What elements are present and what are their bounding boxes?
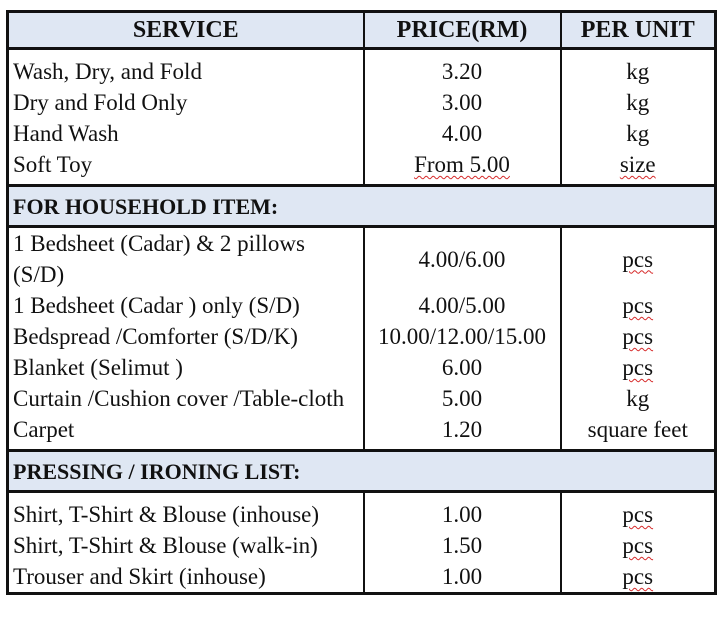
service-cell: Curtain /Cushion cover /Table-cloth [8, 383, 364, 414]
unit-cell [561, 530, 716, 561]
unit-cell [561, 321, 716, 352]
table-row [8, 56, 716, 87]
unit-text: pcs [622, 324, 654, 349]
price-cell: 3.00 [364, 87, 561, 118]
unit-text: pcs [622, 293, 654, 318]
table-row [8, 414, 716, 451]
price-cell: 1.20 [364, 414, 561, 451]
service-cell: Bedspread /Comforter (S/D/K) [8, 321, 364, 352]
table-row [8, 321, 716, 352]
table-row [8, 118, 716, 149]
unit-cell [561, 499, 716, 530]
unit-cell: kg [561, 87, 716, 118]
unit-text: size [619, 152, 656, 177]
table-row [8, 499, 716, 530]
price-cell: 1.50 [364, 530, 561, 561]
price-cell: 3.20 [364, 56, 561, 87]
section-header-pressing [8, 451, 716, 492]
section-title: PRESSING / IRONING LIST: [8, 451, 716, 492]
section-header-household [8, 186, 716, 227]
table-row [8, 352, 716, 383]
table-row [8, 227, 716, 291]
unit-cell: kg [561, 56, 716, 87]
price-cell: 4.00/6.00 [364, 227, 561, 291]
header-row [8, 12, 716, 49]
unit-text: pcs [622, 355, 654, 380]
unit-cell [561, 561, 716, 594]
price-cell: 10.00/12.00/15.00 [364, 321, 561, 352]
table-row [8, 530, 716, 561]
price-table [6, 10, 717, 595]
unit-cell: square feet [561, 414, 716, 451]
table-row [8, 149, 716, 186]
unit-cell [561, 149, 716, 186]
header-unit: PER UNIT [561, 12, 716, 49]
unit-cell [561, 290, 716, 321]
price-cell: 4.00 [364, 118, 561, 149]
unit-text: pcs [622, 533, 654, 558]
unit-cell: kg [561, 383, 716, 414]
service-cell: Wash, Dry, and Fold [8, 56, 364, 87]
table-row [8, 290, 716, 321]
price-cell: From 5.00 [364, 149, 561, 186]
table-row [8, 87, 716, 118]
table-row [8, 383, 716, 414]
unit-text: pcs [622, 246, 654, 272]
service-cell: Blanket (Selimut ) [8, 352, 364, 383]
service-cell: Shirt, T-Shirt & Blouse (walk-in) [8, 530, 364, 561]
unit-cell [561, 352, 716, 383]
unit-cell: kg [561, 118, 716, 149]
service-cell: Carpet [8, 414, 364, 451]
price-cell: 6.00 [364, 352, 561, 383]
unit-cell [561, 227, 716, 291]
service-cell: Shirt, T-Shirt & Blouse (inhouse) [8, 499, 364, 530]
service-cell: 1 Bedsheet (Cadar) & 2 pillows (S/D) [8, 227, 364, 291]
service-cell: 1 Bedsheet (Cadar ) only (S/D) [8, 290, 364, 321]
section-title: FOR HOUSEHOLD ITEM: [8, 186, 716, 227]
service-cell: Dry and Fold Only [8, 87, 364, 118]
header-price: PRICE(RM) [364, 12, 561, 49]
unit-text: pcs [622, 564, 654, 589]
service-cell: Trouser and Skirt (inhouse) [8, 561, 364, 594]
table-row [8, 561, 716, 594]
price-cell: 5.00 [364, 383, 561, 414]
price-cell: 1.00 [364, 499, 561, 530]
header-service: SERVICE [8, 12, 364, 49]
price-cell: 1.00 [364, 561, 561, 594]
service-cell: Soft Toy [8, 149, 364, 186]
price-cell: 4.00/5.00 [364, 290, 561, 321]
service-cell: Hand Wash [8, 118, 364, 149]
unit-text: pcs [622, 502, 654, 527]
